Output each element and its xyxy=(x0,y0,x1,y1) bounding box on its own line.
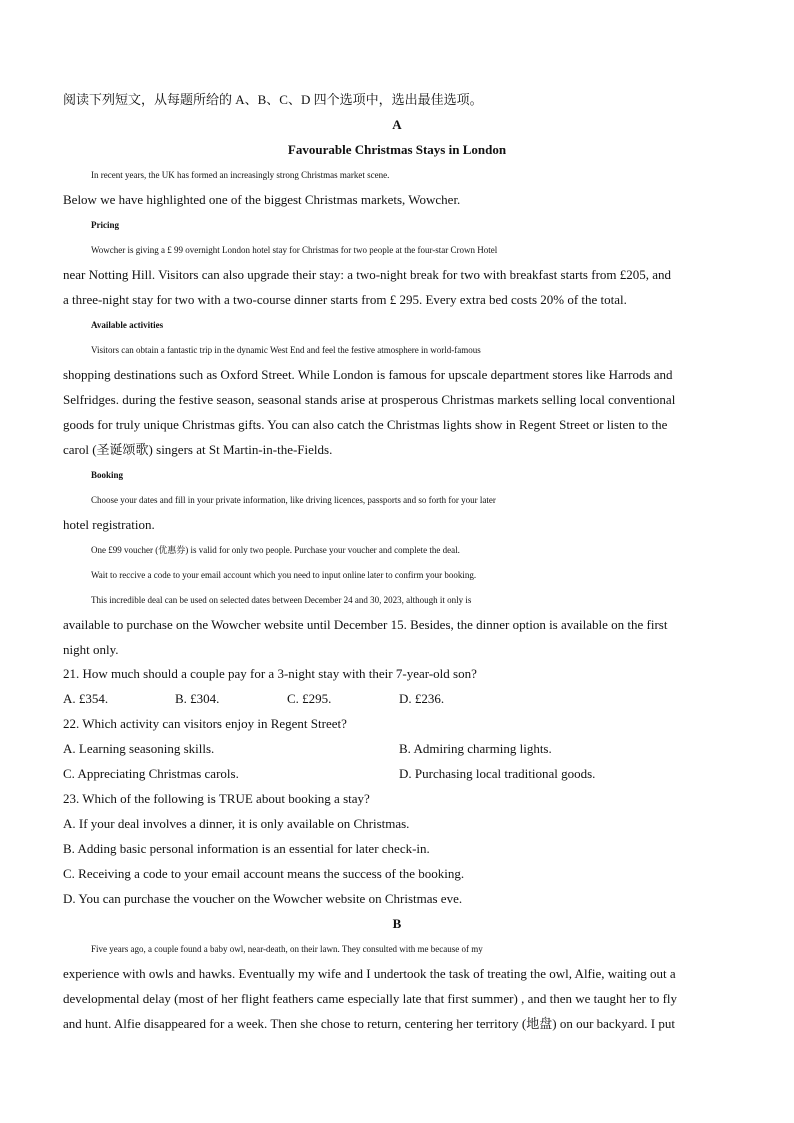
paragraph-line: goods for truly unique Christmas gifts. You can also catch the Christmas lights show in Regent Street or listen to the xyxy=(63,417,668,432)
paragraph-line: a three-night stay for two with a two-course dinner starts from £ 295. Every extra bed costs 20% of the total. xyxy=(63,292,627,307)
paragraph-line: Visitors can obtain a fantastic trip in the dynamic West End and feel the festive atmosphere in world-famous xyxy=(91,345,481,355)
section-heading-activities: Available activities xyxy=(91,320,164,330)
option-d: D. You can purchase the voucher on the Wowcher website on Christmas eve. xyxy=(63,891,463,906)
paragraph-line: experience with owls and hawks. Eventually my wife and I undertook the task of treating the owl, Alfie, waiting out a xyxy=(63,966,676,981)
question-stem: 22. Which activity can visitors enjoy in Regent Street? xyxy=(63,716,347,731)
question-stem: 21. How much should a couple pay for a 3-night stay with their 7-year-old son? xyxy=(63,666,477,681)
option-d: D. Purchasing local traditional goods. xyxy=(399,766,596,781)
option-a: A. If your deal involves a dinner, it is only available on Christmas. xyxy=(63,816,410,831)
paragraph-line: In recent years, the UK has formed an increasingly strong Christmas market scene. xyxy=(91,170,390,180)
option-b: B. £304. xyxy=(175,691,220,706)
passage-a-label: A xyxy=(392,117,402,132)
option-c: C. Appreciating Christmas carols. xyxy=(63,766,239,781)
question-stem: 23. Which of the following is TRUE about booking a stay? xyxy=(63,791,370,806)
paragraph-line: shopping destinations such as Oxford Street. While London is famous for upscale department stores like Harrods and xyxy=(63,367,673,382)
option-c: C. £295. xyxy=(287,691,332,706)
section-heading-booking: Booking xyxy=(91,470,124,480)
paragraph-line: Wowcher is giving a £ 99 overnight London hotel stay for Christmas for two people at the four-star Crown Hotel xyxy=(91,245,498,255)
paragraph-line: This incredible deal can be used on selected dates between December 24 and 30, 2023, although it only is xyxy=(91,595,472,605)
paragraph-line: carol (圣诞颂歌) singers at St Martin-in-the-Fields. xyxy=(63,442,333,457)
paragraph-line: Choose your dates and fill in your private information, like driving licences, passports and so forth for your later xyxy=(91,495,496,505)
option-d: D. £236. xyxy=(399,691,445,706)
paragraph-line: Below we have highlighted one of the biggest Christmas markets, Wowcher. xyxy=(63,192,461,207)
paragraph-line: available to purchase on the Wowcher website until December 15. Besides, the dinner option is available on the first xyxy=(63,617,668,632)
passage-b-label: B xyxy=(392,916,402,931)
instruction: 阅读下列短文，从每题所给的 A、B、C、D 四个选项中，选出最佳选项。 xyxy=(63,92,483,107)
paragraph-line: near Notting Hill. Visitors can also upgrade their stay: a two-night break for two with breakfast starts from £205, and xyxy=(63,267,672,282)
paragraph-line: One £99 voucher (优惠券) is valid for only two people. Purchase your voucher and complete the deal. xyxy=(91,545,460,555)
paragraph-line: hotel registration. xyxy=(63,517,155,532)
paragraph-line: Wait to reccive a code to your email account which you need to input online later to confirm your booking. xyxy=(91,570,477,580)
paragraph-line: Selfridges. during the festive season, seasonal stands arise at prosperous Christmas markets selling local conventional xyxy=(63,392,676,407)
option-c: C. Receiving a code to your email account means the success of the booking. xyxy=(63,866,465,881)
option-a: A. Learning seasoning skills. xyxy=(63,741,215,756)
paragraph-line: and hunt. Alfie disappeared for a week. Then she chose to return, centering her territory (地盘) on our backyard. I put xyxy=(63,1016,675,1031)
paragraph-line: night only. xyxy=(63,642,119,657)
option-a: A. £354. xyxy=(63,691,109,706)
passage-a-title: Favourable Christmas Stays in London xyxy=(287,142,507,157)
option-b: B. Admiring charming lights. xyxy=(399,741,552,756)
paragraph-line: developmental delay (most of her flight feathers came especially late that first summer) , and then we taught her to fly xyxy=(63,991,678,1006)
option-b: B. Adding basic personal information is an essential for later check-in. xyxy=(63,841,430,856)
section-heading-pricing: Pricing xyxy=(91,220,119,230)
paragraph-line: Five years ago, a couple found a baby owl, near-death, on their lawn. They consulted with me because of my xyxy=(91,944,483,954)
